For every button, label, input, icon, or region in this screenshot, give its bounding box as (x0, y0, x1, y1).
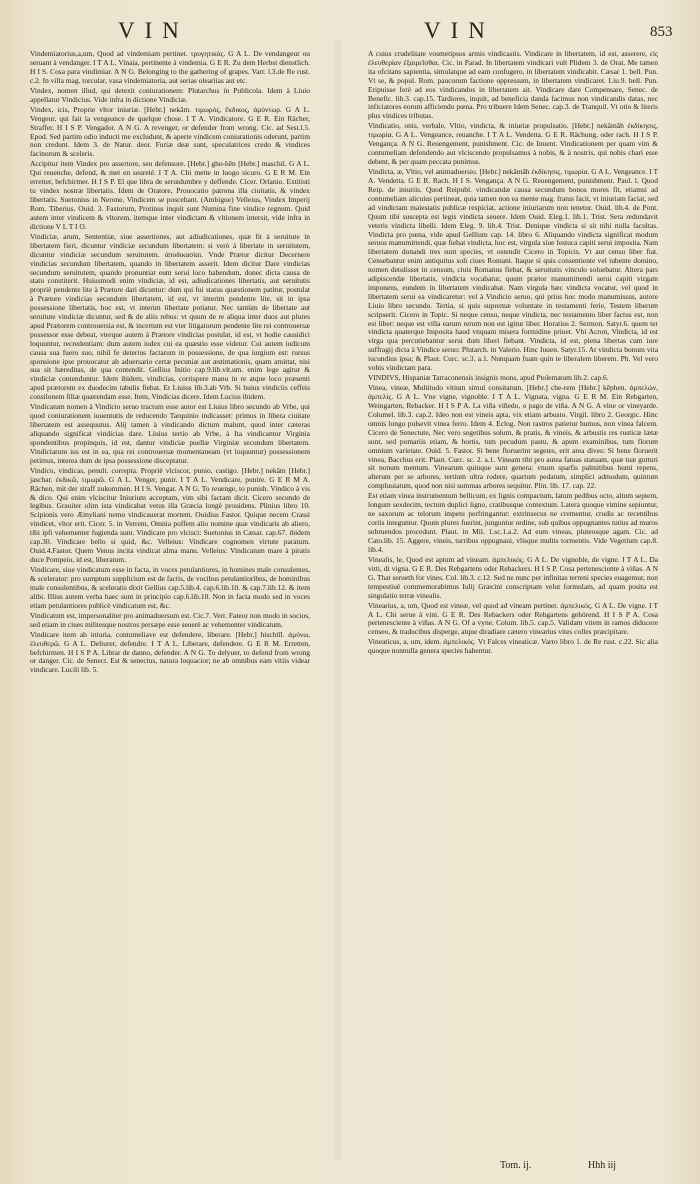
entry: Est etiam vinea instrumentum bellicum, ex lignis compactum, latum pedibus octo, altum septem, longum sexdecim, tectum duplici ligno, cratibusque contextum. Latera quoque vimine sepiuntur, ne saxorum ac telorum impetu perfringantur: extrinsecus ne crementur, crudis ac recentibus coriis integuntur. Quum plures fuerint, junguntur ordine, sub quibus oppugnantes tutius ad muros subruendos procedunt. Plaut. in Mil. 1.sc.1.a.2. Ad eum vineas, pluteosque agam. Cic. ad Cato.lib. 15. Aggere, vineis, turribus oppugnaui, vlisque multis tormentis. Vide Vegetium cap.8. lib.4. (368, 491, 658, 554)
entry: Vindicta, æ, Vltio, vel animaduersio. [Hebr.] nekâmâh ἐκδίκησις, τιμωρία. G A L. Vengeance. I T A. Vendetta. G E R. Rach. H I S. Vengança. A N G. Reuengement, punishment. Paul. l. Quod Reip. de iniuriis. Quod Reipubl. vindicandæ causa secundum bonos mores fit, etiamsi ad contumeliam alicuius pertineat, quia tamen non ea mente mag. fratus facit, vt iniuriam faciat, sed ad vindictam maiestatis publicæ respiciat, actione iniuriarum non tenetur. Ouid. lib.4. de Pont. Quum tibi suscepta est legis vindicta seuere. Idem Ouid. Eleg.1. lib.1. Trist. Sera redundavit veteris vindicta libelli. Idem Eleg. 9. lib.4. Trist. Denique vindicta si sit nihi nulla facultas. Vindicta pro pœna, vide apud Gellium cap. 14. libro 6. Aliquando vindicta significat modum seruos manumittendi, quæ fiebat vindicta, hoc est, virgula siue festuca capiti serui imposita. Nam libertatem donandi tres sunt species, vt ostendit Cicero in Topicis. Vt aut censu liber fiat. Censebantur enim antiquitus soli ciues Romani. Itaque si quis consentiente vel iubente domino, nomen detulisset in censum, ciuis Romanus fiebat, & seruitutis vinculo soluebatur. Altera pars adipiscendæ libertatis, vindicta vocabatur, quum prætor manumittendi serui capiti virgam imponens, eundem in libertatem vindicabat. Nam virgula hæc vindicta vocatur, vel quod in libertatem serui ea vindicaretur: vel à Vindicio seruo, qui prius hoc modo manumissus, autore Liuio libro secundo. Tertia, si quis supremæ voluntate in testamenti ferie, Testem liberum scripserit. Cicero in Topic. Si neque censu, neque vindicta, nec testamento liber factus est, non est liber: neque est villa earum rerum non est igitur liber. Horatius 2. Sermon. Satyr.6. quem ter vindicta quaterque Imposita haud vnquam misera formidine priuet. Vbi Acron, Vindicta, id est virga qua percutiebantur serui dum liberi fiebant. Vindicta, id est, plena libertas cum iure suffragij dicta à Vindice seruo: Plutarch. in Valerio. Hinc Iuuen. Satyr.15. At vindicta bonum vita iucundius ipsa; & Plaut. Curc. sc.3. a.1. Nunquam fuam quin te liberalem liberem. Ph. Vel vero vobis vindictam para. (368, 167, 658, 373)
entry: Vinealis, le, Quod est aptum ad vineam. ἀμπελικός. G A L. De vignoble, de vigne. I T A L. Da vitti, di vigna. G E R. Des Rebgartens oder Rebackers. H I S P. Cosa pertenesciente à viñas. A N G. That serueth for vines. Col. lib.3. c.12. Sed ne nunc per infinitas terreni species euagemur, non tempestiuè commemorabimus Iulij Græcini conscriptam velut formulam, ad quam posita est singulatio terræ vinealis. (368, 554, 658, 600)
entry: Accipitur item Vindex pro assertore, seu defensore. [Hebr.] gho-hên [Hebr.] maschil. G A L. Qui reuenche, defend, & met en seureté. I T A. Chi mette in luogo sicuro. G E R M. Ein erretter, befchirmer. H I S P. El que libra de seruidumbre y deffende. Cicer. Orlanio. Extitisti tu vindex nostræ libertatis. Idem de Oratore, Prouocatio patrona illa ciuitatis, & vindex libertatis. Suetonius in Nerone, Vindicem se poscebant. (Ambigue) Velleius, Vindex Imperij Rom. Tiberius. Ouid. 3. Fastorum, Protinus inquit sunt Numina fine vindice regnum. Quid autem inter vindicem & vltorem, itemque inter vindictam & vltionem intersit, vide infra in dictione V L T I O. (30, 159, 310, 231)
signature-mark: Hhh iij (588, 1160, 617, 1171)
entry: VINDIVS, Hispaniæ Tarraconensis insignis mons, apud Ptolemæum lib.2. cap.6. (368, 373, 609, 383)
running-head-right: VIN (424, 18, 495, 43)
entry: Vindemiatorius,a,um, Quod ad vindemiam pertinet. τρυγητικός. G A L. De vendangeur ou seruant à vendanger. I T A L. Vinaia, pertinente à vindemia. G E R. Zu dem Herbst dienstlich. H I S. Cosa para vindimiar. A N G. Belonging to the gathering of grapes. Varr. l.3.de Re rust. c.2. In villa mag. torcular, vasa vindemiatoria, aut serias oleariias aut etc. (30, 49, 310, 85)
entry: Vindicatio, onis, verbale, Vltio, vindicta, & iniuriæ propulsatio. [Hebr.] nekâmâh ἐκδίκησις, τιμωρία. G A L. Vengeance, reuanche. I T A L. Vendetta. G E R. Rächung, oder rach. H I S P. Vengança. A N G. Reuengement, punishment. Cic. de Inuent. Vindicationem per quam vim & contumeliam defendendo aut vlciscendo propulsamus à nobis, & à nostris, qui nobis chari esse debent, & per quam peccata punimus. (368, 121, 658, 167)
entry: Vinea, vineæ, Multitudo vitium simul consitarum. [Hebr.] che-rem [Hebr.] kêphen. ἀμπελών, ἀμπελίς. G A L. Vne vigne, vignoble. I T A L. Vignata, vigna. G E R M. Ein Rebgarten, Weingarten, Rebacker. H I S P A. La viña viñedo, o pago de viña. A N G. A vine or vineyarde. Columel. lib.3. cap.2. Ideo non est vineis apta, vix etiam arbusto. Virgil. libro 2. Georgic. Hinc omnis longo pulsevit vinea ferro. Idem 4. Eclog. Non rastros patietur humus, non vinea falcem. Cicero de Senectute, Nec vero segetibus solum, & pratis, & vineis, & arbustis res rusticæ lætæ sunt, sed pomariis etiam, & hortis, tum pecudum pastu, & apum examinibus, tum florum omnium varietate. Ouid. 5. Fastor. Si bene floruerint segetes, erit area dives: Si bene floruerit vinea, Bacchus erit. Plaut. Curc. sc. 2. a.1. Vineam tibi pro autea fatuas statuam, quæ tuæ gutturi sit nonum mentum. Vinearum quinque sunt genera: vnum sparfis palmitibus humi repens, alterum per se arbores, tertium ultra rodere, quartum pedatum, simplici admodum, quintum compluuiatum, quod non nisi summas arbores sequitur. Plin. lib. 17. cap. 22. (368, 383, 658, 491)
page-footer (0, 1160, 700, 1176)
page-number: 853 (650, 24, 673, 40)
entry: Vindicatum est, impersonaliter pro animaduersum est. Cic.7. Verr. Fateor non modo in socios, sed etiam in ciues militesque nostros persæpe esse seuerè ac vehementer vindicatum. (30, 610, 310, 629)
column-gutter (334, 40, 342, 1160)
entry: Vindiciæ, arum, Sententiæ, siue assertiones, aut adiudicationes, quæ fit à seruitute in libertatem fieri, dicuntur vindiciæ secundum libertatem: si verò à libertate in seruitutem, dicuntur vindiciæ secundum seruitutem. ἀποδικασίαι. Vnde Prætor dicitur Decernere vindicias secundum libertatem, quando in libertatem asserit. Idem dicitur Dare vindicias secundum seruitutem, quando pronuntiat eum seruí loco habendum, donec dicta causa de statu constiterit. Huiusmodi enim vindiciæ, id est, adiudicationes libertatis, aut seruitutis propriè pendente lite à Prætore dari dicuntur: dum qui fui status quæstionem patitur, postulat à Prætore vindicias secundum libertatem, id est, vt interim pendente lite, sit in ipsa possessione libertatis, hoc est, vt interim libertate potiatur. Nec tantùm de libertate aut seruitute vindiciæ dicuntur, sed & de aliis rebus: vt quum de re aliqua inter duos aut plures apud Prætorem controuersia est, & incertum est vter litigatorum pendente lite rei controuersæ possessor esse debeat, vterque autem à Prætore vindicias postulat, id est, vt hodie causidici loquuntur, recredentiam: dum autem iudex cui ea quæstio esse videtur. Cui autem iudicum causa sua fuero suo, nihil fe deterius factarum in possessione, de qua iurgium est: rursus sponsione ipse prouocatur ab aduersario certæ pecuniæ aut æstimationis, quam amittat, nisi sua sit hæreditas, de qua contendit. Gellius Initio cap.9.lib.vlt.um. enim lege agitur & vindiciæ contenduntur. Idem ibidem, vindicias, corrispere manu in re atque loco præsenti apud prætorem ex duodecim tabulis fiebat. Et Liuius lib.3.ab Vrb. Si huius vindiciis ceffeis consilonem filiæ quærendam esse. Item, Vindicias dicere. Idem Lucius ibidem. (30, 231, 310, 402)
running-head-left: VIN (118, 18, 189, 43)
volume-label: Tom. ij. (500, 1160, 532, 1171)
entry: Vinearius, a, um, Quod est vineæ, vel quod ad vineam pertinet. ἀμπελικός. G A L. De vigne. I T A L. Chi serue à vini. G E R. Des Rebackers oder Rebgartens gehörend. H I S P A. Cosa pertenesciente à viñas. A N G. Of a vyne. Colum. lib.5. cap.5. Validam vitem in ramos diducere censeo, & traducibus disperge, atque diradiare cætero vinearius vites colles præcipitare. (368, 600, 658, 637)
entry: Vindex, icis, Proprie vltor iniuriæ. [Hebr.] nekâm. τιμωρός, ἔκδικος, ἀμύντωρ. G A L. Vengeur, qui fait la vengeance de quelque chose. I T A. Vindicatore. G E R. Ein Rächer, Straffer. H I S P. Vengador. A N G. A revenger, or defender from wrong. Cic. ad Sest.l.5. Epod. Sed partim odio inducti me excludunt, & aperte vindicem coniurationis oderunt, partim non credunt. Idem 3. de Natur. deor. Furiæ deæ sunt, speculatrices credo & vindices facinorum & sceleris. (30, 104, 310, 159)
entry: Vineaticus, a, um, idem. ἀμπελικός. Vt Falces vineaticæ. Varro libro 1. de Re rust. c.22. Sic alia quoque nonnulla genera species habentur. (368, 637, 658, 656)
entry: Vindicatum nomen à Vindicio seruo tractum esse autor est Liuius libro secundo ab Vrbe, qui quod coniurationem iuuentutis de reducendo Tarquinio indicasset: primus in libera ciuitate libertatem est assequutus. Alij tamen à vindicando dictum malunt, quod inter cæteras aliquando significat vindicias dare. Liuius tertio ab Vrbe, à Ita vindicantur Virginia spondentibus propinquis, id est, dantur vindiciæ puellæ Virginiæ secundum libertatem. Vindiciarum ius est in ea, qua rei controuersæ momentaneam (vt loquuntur) possessionem petimus, interea dum de ipsa possessione disceptatur. (30, 402, 310, 465)
entry: Vindico, vindicas, penult. correpta. Propriè vlciscor, punio, castigo. [Hebr.] nekâm [Hebr.] jaschar. ἐκδικῶ, τιμωρῶ. G A L. Venger, punir. I T A L. Vendicare, punire. G E R M A. Rächen, mit der straff zukommen. H I S. Vengar. A N G. To reuenge, to punish. Vindico à vis & dico. Qui enim vlciscitur Iniurium acceptam, vim sibi factam dicit. Cicero secundo de legibus. Grauiter olim ista vindicabat vetus illa Græcia longè prouidens. Plinius libro 10. Scipionis vero Æmyliani nemo vindicauerat mortem. Ouidius Fastor. Quique necem Crassi vindicet, vltor erit. Cicer. 5. in Verrem, Omnia poffem alio nomine quæ vindicaris ab aliero, tibi ipfi vehementer fugienda sunt. Vindicare pro vlcisci: Suetonius in Cæsar. cap.67. ibidem cap.30. Vindicare bello si quid, &c. Velleius: Vindicare cognomen virtute paratum. Ouid.4.Fastor. Quem Venus incita vindicat alma manu. Velleius: Vindicatum mare à piratis duce Pompeio, id est, liberatum. (30, 465, 310, 564)
entry: Vindicare item ab iniuria, contumeliave est defendere, liberare. [Hebr.] hischtîl. ἀμύνω, ἐλευθερῶ. G A L. Deliurer, defendre. I T A L. Liberare, defendere. G E R M. Erretten, befchirmen. H I S P A. Librar de danno, defender. A N G. To delyuer, to defend from wrong or danger. Cic. de Senect. Est & senectus, natura loquacior; ne ab omnibus eam vitiis videar vindicare. Lucili lib. 5. (30, 629, 310, 675)
entry: A cuius crudelitate vosmetipsos armis vindicastis. Vindicare in libertatem, id est, asserere, εἰς ἐλευθερίαν ἐξαιρεῖσθαι. Cic. in Parad. In libertatem vindicari vult Plidem 3. de Orat. Me tamen ita ofcitans sapientia, simulatque ad eam confugero, in libertatem vindicabit. Cæsar 1. bell. Pun. Vt se, & popul. Rom. paucorum factione oppressum, in libertatem vindicaret. Liu.9. bell. Pun. Eripuisse ferè ad eos vindicandos in libertatem ait. Vindicare dare Compensare, Senec. de Benefic. lib.3. cap.15. Tardiores, inquit, ad beneficia danda facimus non vindicandis datas, nec inficiatores eorum afficiendo pœna. Pro tribuere Idem Senec. cap.3. de Tranquil. Vt otio & literis plus vindices tributas. (368, 49, 658, 121)
entry: Vindicare, siue vindicatum esse in facta, in voces petulantiores, in homines male consulentes, & scelerator: pro sumptum supplicium est de factis, de vocibus petulantioribus, de hominibus male consulentibus, & sceleratis dixit Gellius cap.5.lib.4. cap.6.lib.10. & cap.7.lib.12. & item alibi. Illius autem verba haec sunt in principio cap.6.lib.10. Non in facta modo sed in voces etiam petulantiores publicè vindicatum est, &c. (30, 564, 310, 610)
left-column (30, 50, 310, 676)
entry: Vindex, nomen illud, qui detexit coniurationem: Plutarchus in Publicola. Idem à Liuio appellatur Vindicius. Vide infra in dictione Vindiciæ. (30, 85, 310, 104)
right-column (368, 50, 658, 657)
page-header (0, 18, 700, 48)
